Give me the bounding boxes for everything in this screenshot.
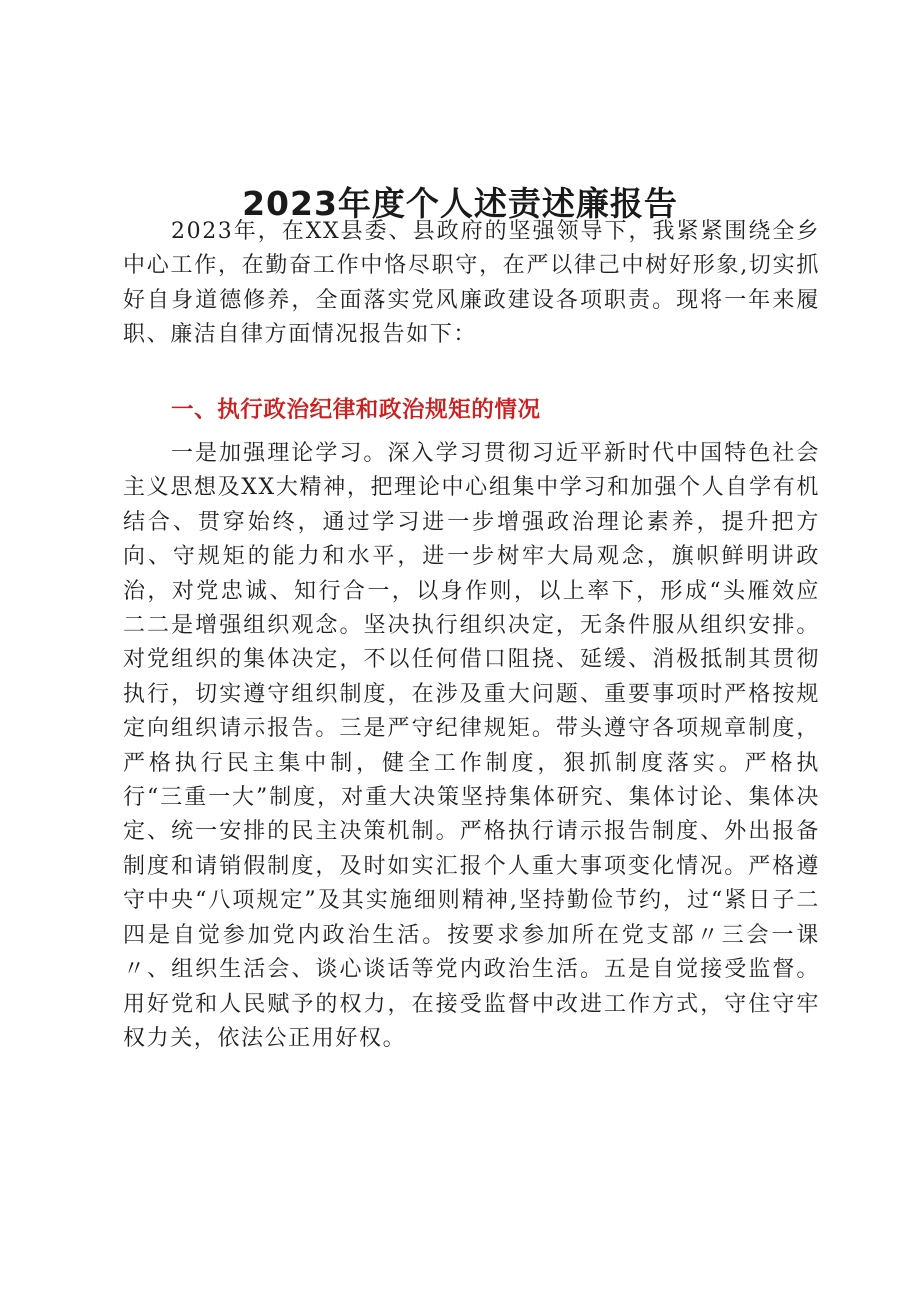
section-heading-1: 一、执行政治纪律和政治规矩的情况 xyxy=(171,397,541,423)
section-1-paragraph: 一是加强理论学习。深入学习贯彻习近平新时代中国特色社会主义思想及XX大精神，把理论中心组集中学习和加强个人自学有机结合、贯穿始终，通过学习进一步增强政治理论素养，提升把方向、守规矩的能力和水平，进一步树牢大局观念，旗帜鲜明讲政治，对党忠诚、知行合一，以身作则，以上率下，形成“头雁效应二二是增强组织观念。坚决执行组织决定，无条件服从组织安排。对党组织的集体决定，不以任何借口阻挠、延缓、消极抵制其贯彻执行，切实遵守组织制度，在涉及重大问题、重要事项时严格按规定向组织请示报告。三是严守纪律规矩。带头遵守各项规章制度，严格执行民主集中制，健全工作制度，狠抓制度落实。严格执行“三重一大”制度，对重大决策坚持集体研究、集体讨论、集体决定、统一安排的民主决策机制。严格执行请示报告制度、外出报备制度和请销假制度，及时如实汇报个人重大事项变化情况。严格遵守中央“八项规定”及其实施细则精神,坚持勤俭节约，过“紧日子二四是自觉参加党内政治生活。按要求参加所在党支部〃三会一课〃、组织生活会、谈心谈话等党内政治生活。五是自觉接受监督。用好党和人民赋予的权力，在接受监督中改进工作方式，守住守牢权力关，依法公正用好权。 xyxy=(123,441,820,1051)
document-title: 2023年度个人述责述廉报告 xyxy=(242,184,678,224)
intro-paragraph: 2023年，在XX县委、县政府的坚强领导下，我紧紧围绕全乡中心工作，在勤奋工作中恪尽职守，在严以律己中树好形象,切实抓好自身道德修养，全面落实党风廉政建设各项职责。现将一年来履职、廉洁自律方面情况报告如下： xyxy=(123,219,820,348)
